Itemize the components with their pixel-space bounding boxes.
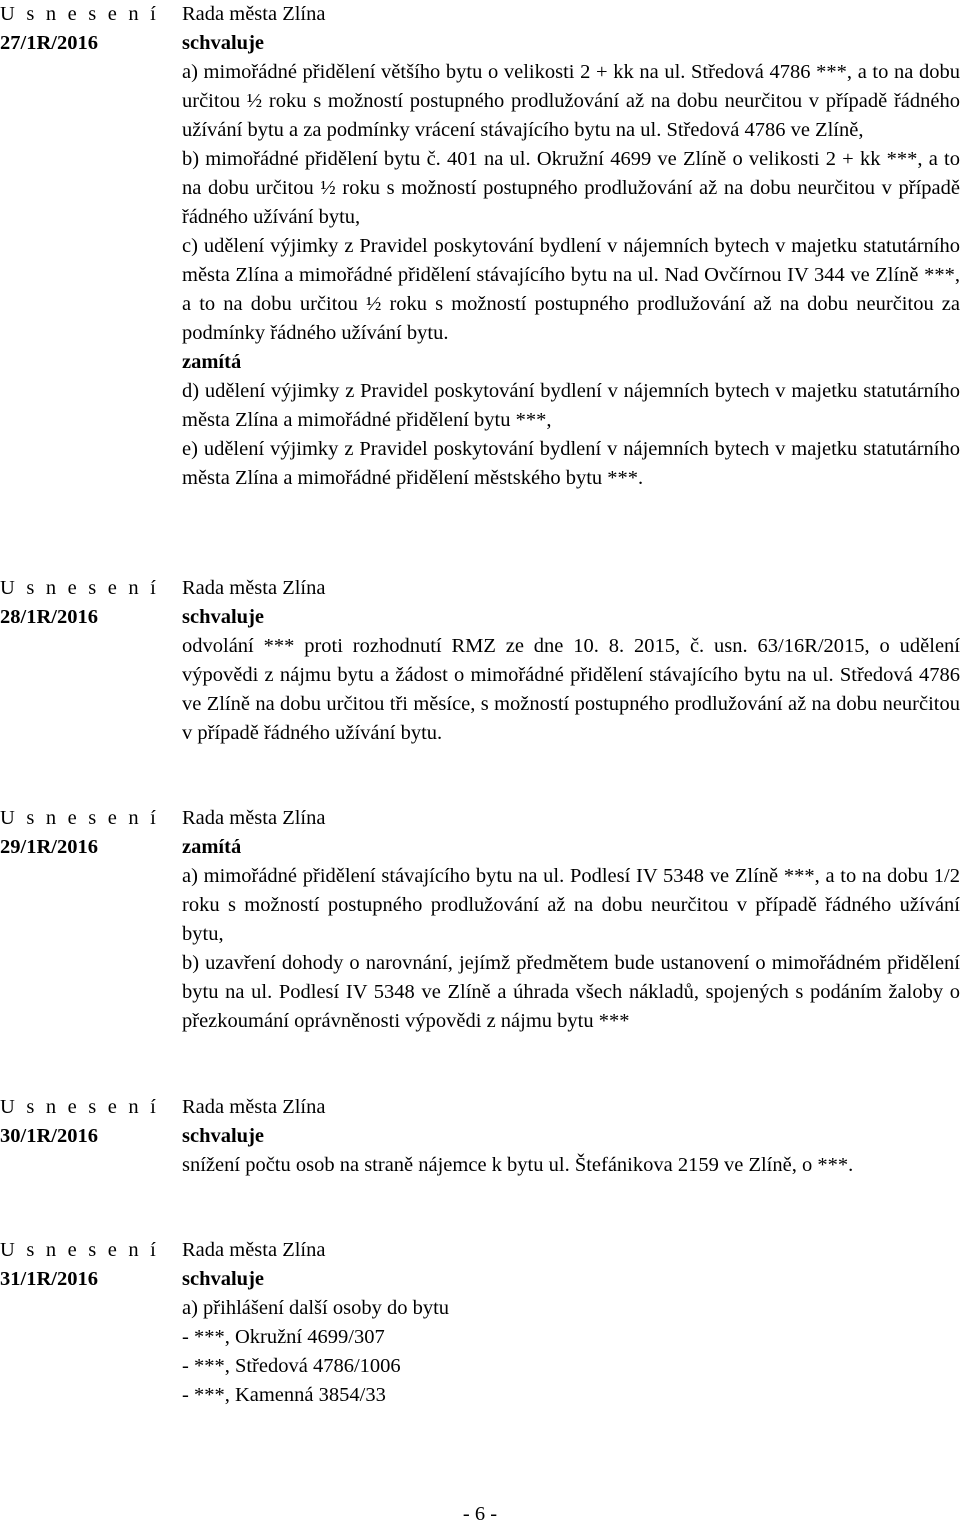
list-item: - ***, Okružní 4699/307: [182, 1326, 385, 1348]
verdict-approves: schvaluje: [182, 606, 264, 628]
resolution-body: [182, 1236, 960, 1410]
resolution-item: snížení počtu osob na straně nájemce k bytu ul. Štefánikova 2159 ve Zlíně, o ***.: [182, 1154, 854, 1176]
list-item: - ***, Středová 4786/1006: [182, 1355, 401, 1377]
resolution-heading: U s n e s e n í: [0, 577, 160, 599]
council-name: Rada města Zlína: [182, 577, 326, 599]
resolution-item: b) mimořádné přidělení bytu č. 401 na ul. Okružní 4699 ve Zlíně o velikosti 2 + kk ***, a to na dobu určitou ½ roku s možností postupného prodlužování až na dobu neurčitou v případě řádného užívání bytu,: [182, 148, 960, 228]
resolution-number: 27/1R/2016: [0, 32, 98, 54]
resolution-meta: [0, 1093, 170, 1151]
resolution-body: [182, 1093, 960, 1180]
resolution-item: a) mimořádné přidělení většího bytu o velikosti 2 + kk na ul. Středová 4786 ***, a to na dobu určitou ½ roku s možností postupného prodlužování až na dobu neurčitou v případě řádného užívání bytu a za podmínky vrácení stávajícího bytu na ul. Středová 4786 ve Zlíně,: [182, 61, 960, 141]
page-number: - 6 -: [462, 1503, 498, 1525]
resolution-item: odvolání *** proti rozhodnutí RMZ ze dne 10. 8. 2015, č. usn. 63/16R/2015, o udělení výpovědi z nájmu bytu a žádost o mimořádné přidělení stávajícího bytu na ul. Středová 4786 ve Zlíně na dobu určitou tři měsíce, s možností postupného prodlužování až na dobu neurčitou v případě řádného užívání bytu.: [182, 635, 960, 744]
resolution-item: e) udělení výjimky z Pravidel poskytování bydlení v nájemních bytech v majetku statutárního města Zlína a mimořádné přidělení městského bytu ***.: [182, 438, 960, 489]
resolution-body: [182, 804, 960, 1036]
resolution-heading: U s n e s e n í: [0, 1239, 160, 1261]
council-name: Rada města Zlína: [182, 3, 326, 25]
resolution-number: 28/1R/2016: [0, 606, 98, 628]
verdict-approves: schvaluje: [182, 1125, 264, 1147]
resolution-heading: U s n e s e n í: [0, 807, 160, 829]
list-item: - ***, Kamenná 3854/33: [182, 1384, 386, 1406]
council-name: Rada města Zlína: [182, 807, 326, 829]
resolution-item: b) uzavření dohody o narovnání, jejímž předmětem bude ustanovení o mimořádném přidělení bytu na ul. Podlesí IV 5348 ve Zlíně a úhrada všech nákladů, spojených s podáním žaloby o přezkoumání oprávněnosti výpovědi z nájmu bytu ***: [182, 952, 960, 1032]
resolution-item: d) udělení výjimky z Pravidel poskytování bydlení v nájemních bytech v majetku statutárního města Zlína a mimořádné přidělení bytu ***,: [182, 380, 960, 431]
resolution-number: 31/1R/2016: [0, 1268, 98, 1290]
resolution-meta: [0, 0, 170, 58]
resolution-item: c) udělení výjimky z Pravidel poskytování bydlení v nájemních bytech v majetku statutárního města Zlína a mimořádné přidělení stávajícího bytu na ul. Nad Ovčírnou IV 344 ve Zlíně ***, a to na dobu určitou ½ roku s možností postupného prodlužování až na dobu neurčitou za podmínky řádného užívání bytu.: [182, 235, 960, 344]
resolution-body: [182, 574, 960, 748]
verdict-approves: schvaluje: [182, 32, 264, 54]
resolution-heading: U s n e s e n í: [0, 1096, 160, 1118]
resolution-meta: [0, 1236, 170, 1294]
council-name: Rada města Zlína: [182, 1239, 326, 1261]
verdict-rejects: zamítá: [182, 836, 242, 858]
resolution-item: a) přihlášení další osoby do bytu: [182, 1297, 450, 1319]
resolution-meta: [0, 574, 170, 632]
resolution-heading: U s n e s e n í: [0, 3, 160, 25]
verdict-approves: schvaluje: [182, 1268, 264, 1290]
resolution-meta: [0, 804, 170, 862]
resolution-item: a) mimořádné přidělení stávajícího bytu na ul. Podlesí IV 5348 ve Zlíně ***, a to na dobu 1/2 roku s možností postupného prodlužování až na dobu neurčitou v případě řádného užívání bytu,: [182, 865, 960, 945]
council-name: Rada města Zlína: [182, 1096, 326, 1118]
resolution-body: [182, 0, 960, 493]
resolution-number: 30/1R/2016: [0, 1125, 98, 1147]
resolution-number: 29/1R/2016: [0, 836, 98, 858]
verdict-rejects: zamítá: [182, 351, 242, 373]
